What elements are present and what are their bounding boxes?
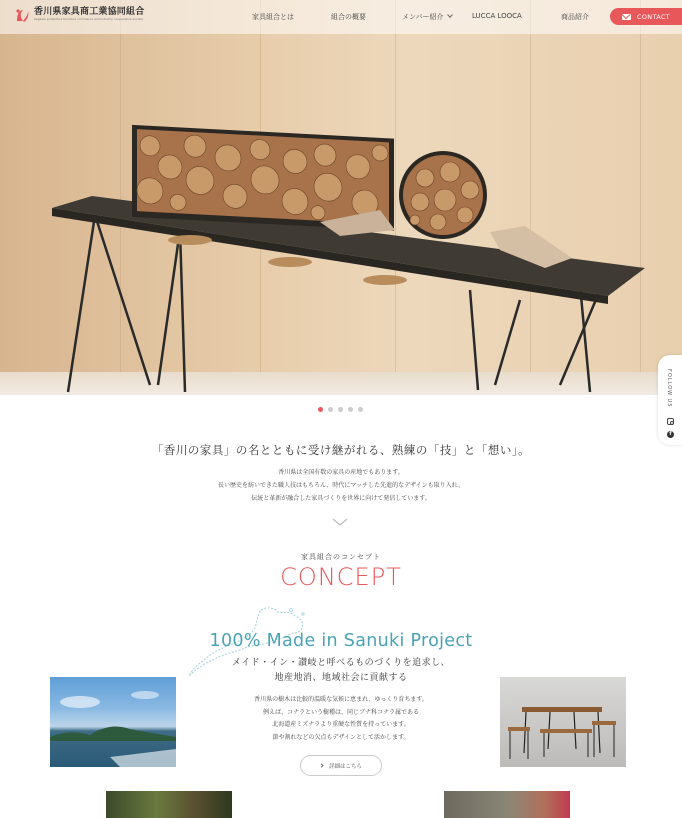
contact-button[interactable] xyxy=(610,8,682,25)
concept-title: CONCEPT xyxy=(280,563,402,591)
forest-photo xyxy=(106,791,232,818)
made-in-sanuki-heading: 100% Made in Sanuki Project xyxy=(209,631,473,651)
concept-body-line: 北海道産ミズナラより重硬な性質を持っています。 xyxy=(272,721,410,728)
follow-us-label: FOLLOW US xyxy=(666,369,672,408)
lead-line: 香川県は全国有数の家具の産地でもあります。 xyxy=(278,469,404,476)
nav-item-members-label: メンバー紹介 xyxy=(402,13,444,21)
contact-button-label: CONTACT xyxy=(637,12,670,21)
concept-body-line: 香川県の樹木は比較的温暖な気候に恵まれ、ゆっくり育ちます。 xyxy=(254,696,428,703)
lead-line: 伝統と革新が融合した家具づくりを世界に向けて発信しています。 xyxy=(251,495,431,502)
lead-line: 長い歴史を紡いできた職人技はもちろん、時代にマッチした先進的なデザインも取り入れ、 xyxy=(217,482,465,489)
site-header xyxy=(0,0,682,34)
hero-furniture-photo xyxy=(0,0,682,395)
hero-slider[interactable] xyxy=(0,0,682,395)
scroll-down-chevron-icon xyxy=(332,518,348,526)
concept-body-line: 例えば、コナラという樹種は、同じブナ科コナラ属である xyxy=(262,708,419,716)
concept-detail-button[interactable] xyxy=(300,755,382,776)
nav-item-members[interactable] xyxy=(402,12,452,22)
site-logo[interactable] xyxy=(14,7,144,24)
slider-dot[interactable] xyxy=(348,407,353,412)
concept-detail-button-label: 詳細はこちら xyxy=(328,763,362,770)
chevron-down-icon xyxy=(447,12,453,18)
concept-subtitle: 家具組合のコンセプト xyxy=(301,553,381,561)
slider-dot[interactable] xyxy=(328,407,333,412)
concept-subheading-line: メイド・イン・讃岐と呼べるものづくりを追求し、 xyxy=(231,658,451,668)
nav-item-about[interactable]: 家具組合とは xyxy=(252,13,294,21)
facebook-icon[interactable]: f xyxy=(667,431,674,438)
chevron-right-icon xyxy=(319,763,323,767)
slider-dot[interactable] xyxy=(358,407,363,412)
slider-dot[interactable] xyxy=(338,407,343,412)
slider-dot[interactable] xyxy=(318,407,323,412)
concept-body-line: 節や割れなどの欠点もデザインとして活かします。 xyxy=(272,733,410,741)
logo-mark-icon xyxy=(14,7,31,24)
furniture-set-photo-art xyxy=(500,677,626,767)
concept-subheading-line: 地産地消、地域社会に貢献する xyxy=(274,673,408,683)
nav-item-overview[interactable]: 組合の概要 xyxy=(331,13,366,21)
logo-subtitle: Kagawa prefecture furniture commerce and industry cooperative society xyxy=(34,17,144,21)
lead-text xyxy=(0,466,682,505)
furniture-set-photo xyxy=(500,677,626,767)
nav-item-lucca-looca[interactable]: LUCCA LOOCA xyxy=(472,12,522,20)
slider-pagination xyxy=(318,407,363,412)
nav-item-products[interactable]: 商品紹介 xyxy=(561,13,589,21)
instagram-icon[interactable] xyxy=(667,418,674,425)
logo-name: 香川県家具商工業協同組合 xyxy=(34,7,145,17)
mail-icon xyxy=(622,14,631,20)
craftsman-photo xyxy=(444,791,570,818)
lead-title: 「香川の家具」の名とともに受け継がれる、熟練の「技」と「想い」。 xyxy=(151,443,531,457)
follow-us-panel xyxy=(658,355,682,445)
